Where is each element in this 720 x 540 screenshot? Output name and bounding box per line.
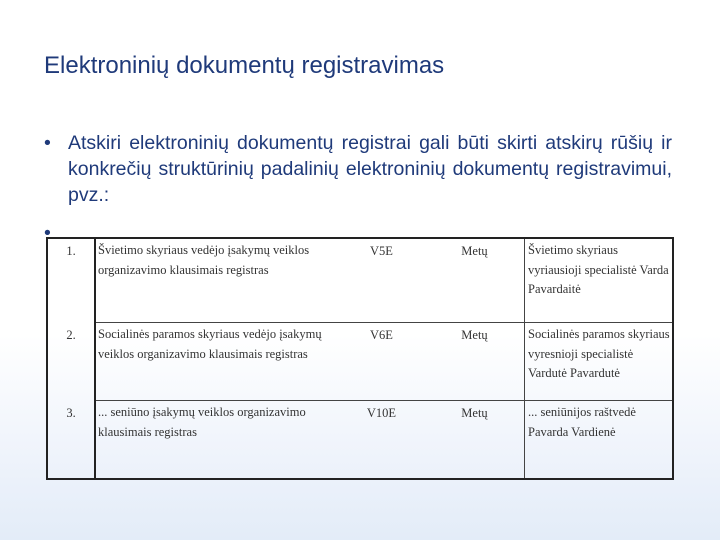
register-responsible: ... seniūnijos raštvedė Pavarda Vardienė (525, 401, 674, 480)
register-description: Švietimo skyriaus vedėjo įsakymų veiklos organizavimo klausimais registras (95, 238, 338, 323)
empty-bullet-marker: • (44, 222, 51, 244)
bullet-item (44, 130, 672, 208)
row-number: 3. (47, 401, 95, 480)
register-code: V6E (338, 323, 425, 401)
register-term: Metų (425, 238, 525, 323)
slide-title: Elektroninių dokumentų registravimas (44, 52, 445, 79)
bullet-text: Atskiri elektroninių dokumentų registrai gali būti skirti atskirų rūšių ir konkrečių struktūrinių padalinių elektroninių dokumentų registravimui, pvz.: (68, 132, 672, 206)
register-responsible: Socialinės paramos skyriaus vyresnioji specialistė Vardutė Pavardutė (525, 323, 674, 401)
table-row (47, 401, 673, 480)
row-number: 1. (47, 238, 95, 323)
registers-table (46, 237, 674, 480)
register-description: ... seniūno įsakymų veiklos organizavimo klausimais registras (95, 401, 338, 480)
register-responsible: Švietimo skyriaus vyriausioji specialistė Varda Pavardaitė (525, 238, 674, 323)
table-row (47, 323, 673, 401)
register-code: V10E (338, 401, 425, 480)
table-row (47, 238, 673, 323)
register-description: Socialinės paramos skyriaus vedėjo įsakymų veiklos organizavimo klausimais registras (95, 323, 338, 401)
register-code: V5E (338, 238, 425, 323)
register-term: Metų (425, 323, 525, 401)
row-number: 2. (47, 323, 95, 401)
bullet-marker: • (44, 132, 51, 154)
register-term: Metų (425, 401, 525, 480)
